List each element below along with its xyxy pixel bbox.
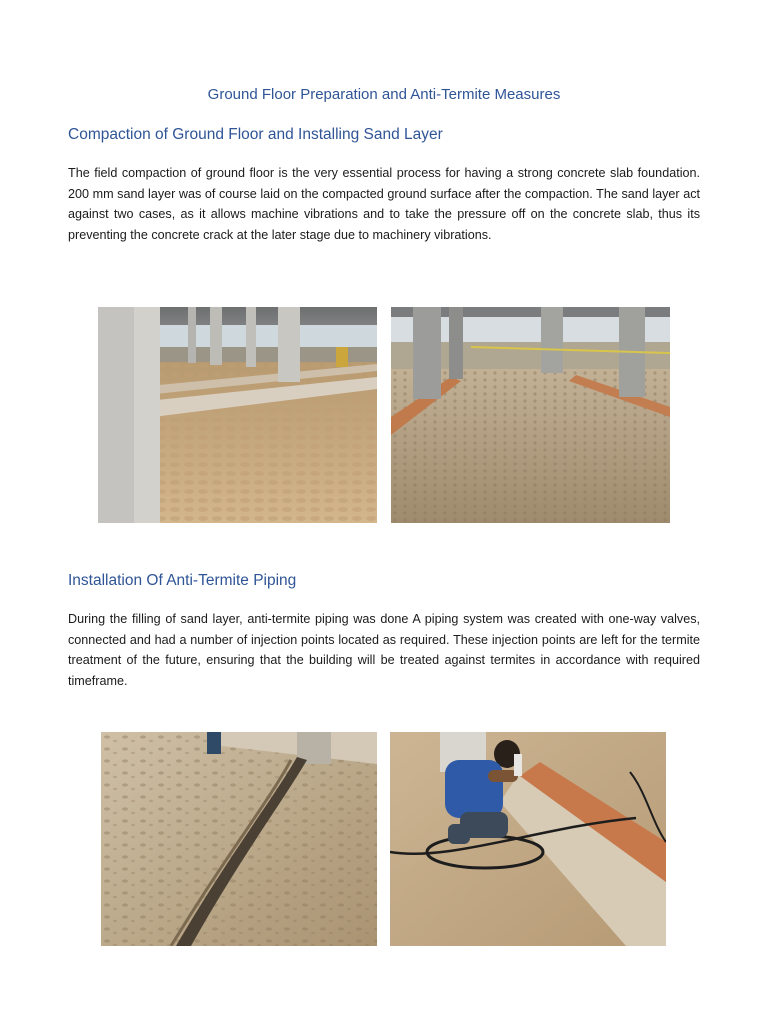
worker-installing-pipe-photo (390, 732, 666, 946)
page-title: Ground Floor Preparation and Anti-Termite Measures (207, 86, 561, 103)
section-heading-compaction: Compaction of Ground Floor and Installing Sand Layer (68, 126, 443, 143)
compaction-paragraph: The field compaction of ground floor is the very essential process for having a strong concrete slab foundation. 200 mm sand layer was of course laid on the compacted ground surface after the compaction. The sand layer act against two cases, as it allows machine vibrations and to take the pressure off on the concrete slab, thus its preventing the concrete crack at the later stage due to machinery vibrations. (68, 166, 700, 242)
sand-layer-bay-photo (391, 307, 670, 523)
pipe-trench-photo (101, 732, 377, 946)
anti-termite-paragraph: During the filling of sand layer, anti-termite piping was done A piping system was created with one-way valves, connected and had a number of injection points located as required. These injection points are left for the termite treatment of the future, ensuring that the building will be treated against termites in accordance with required timeframe. (68, 612, 700, 688)
compacted-sand-bays-photo (98, 307, 377, 523)
section-heading-anti-termite: Installation Of Anti-Termite Piping (68, 572, 297, 589)
